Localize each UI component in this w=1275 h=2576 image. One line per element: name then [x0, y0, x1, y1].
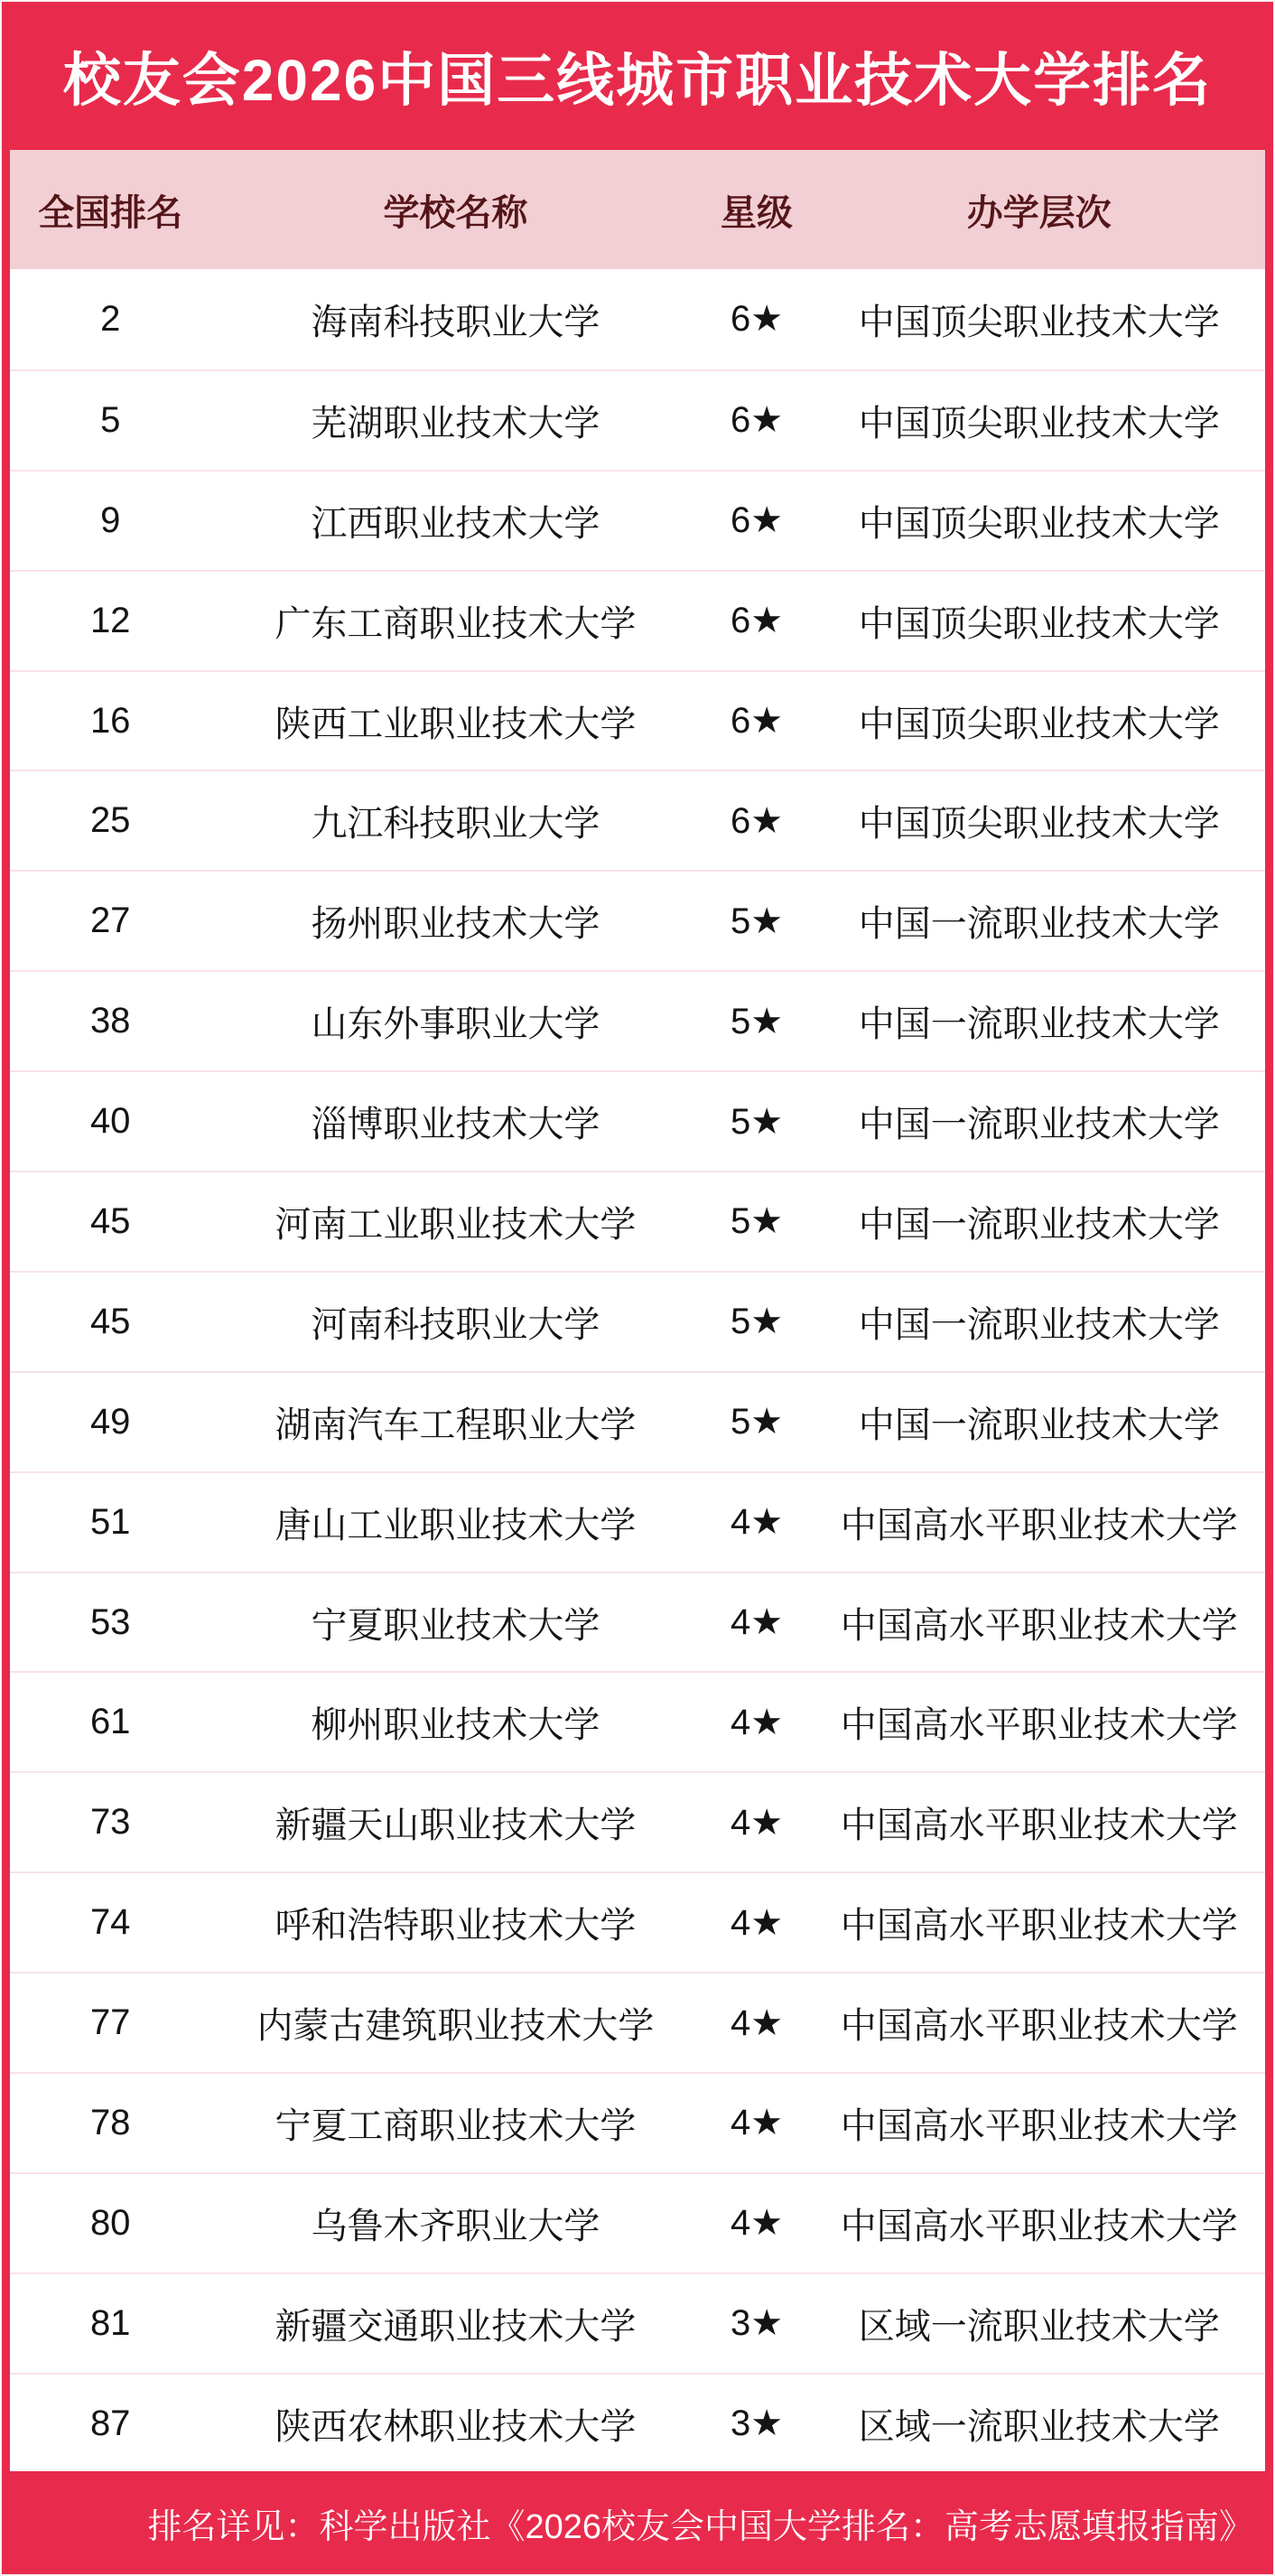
table-row	[10, 870, 1265, 970]
footer-note: 排名详见：科学出版社《2026校友会中国大学排名：高考志愿填报指南》	[147, 2507, 1253, 2546]
school-name: 江西职业技术大学	[311, 503, 600, 544]
rank-value: 27	[89, 901, 131, 941]
school-level: 中国一流职业技术大学	[858, 1304, 1220, 1345]
table-row	[10, 1671, 1265, 1771]
table-row	[10, 1771, 1265, 1871]
title-banner	[2, 2, 1273, 150]
rank-value: 9	[100, 499, 121, 540]
page-title: 校友会2026中国三线城市职业技术大学排名	[62, 48, 1213, 113]
footer-banner	[2, 2471, 1273, 2574]
school-name: 柳州职业技术大学	[311, 1705, 600, 1746]
table-row	[10, 470, 1265, 570]
rank-value: 53	[89, 1601, 131, 1642]
school-name: 唐山工业职业技术大学	[275, 1505, 637, 1545]
table-row	[10, 269, 1265, 369]
table-row	[10, 2072, 1265, 2172]
school-level: 中国高水平职业技术大学	[840, 2105, 1238, 2146]
school-level: 中国一流职业技术大学	[858, 1405, 1220, 1445]
school-name: 河南工业职业技术大学	[275, 1204, 637, 1245]
star-rating: 5★	[730, 1402, 784, 1442]
star-rating: 5★	[730, 1201, 784, 1242]
rank-value: 51	[89, 1501, 131, 1542]
school-level: 中国高水平职业技术大学	[840, 1705, 1238, 1746]
school-level: 中国顶尖职业技术大学	[858, 603, 1220, 644]
school-name: 宁夏职业技术大学	[311, 1605, 600, 1646]
star-rating: 4★	[730, 1802, 784, 1843]
star-rating: 6★	[730, 400, 784, 441]
table-row	[10, 1171, 1265, 1271]
table-body	[10, 269, 1265, 2473]
table-row	[10, 1572, 1265, 1672]
school-name: 宁夏工商职业技术大学	[275, 2105, 637, 2146]
table-header-row	[10, 150, 1265, 269]
school-name: 九江科技职业大学	[311, 804, 600, 845]
rank-value: 73	[89, 1802, 131, 1843]
school-name: 湖南汽车工程职业大学	[275, 1405, 637, 1445]
school-level: 中国一流职业技术大学	[858, 1105, 1220, 1145]
table-row	[10, 369, 1265, 470]
school-name: 陕西工业职业技术大学	[275, 704, 637, 744]
school-level: 中国顶尖职业技术大学	[858, 302, 1220, 342]
rank-value: 80	[89, 2202, 131, 2243]
school-level: 中国顶尖职业技术大学	[858, 704, 1220, 744]
star-rating: 6★	[730, 800, 784, 841]
school-level: 区域一流职业技术大学	[858, 2406, 1220, 2447]
star-rating: 3★	[730, 2303, 784, 2344]
school-name: 新疆天山职业技术大学	[275, 1806, 637, 1846]
school-level: 中国顶尖职业技术大学	[858, 403, 1220, 443]
column-header-rank: 全国排名	[38, 192, 183, 233]
star-rating: 4★	[730, 1702, 784, 1742]
school-level: 中国顶尖职业技术大学	[858, 804, 1220, 845]
school-name: 乌鲁木齐职业大学	[311, 2206, 600, 2246]
school-name: 河南科技职业大学	[311, 1304, 600, 1345]
star-rating: 5★	[730, 901, 784, 941]
table-row	[10, 1871, 1265, 1972]
star-rating: 4★	[730, 2002, 784, 2043]
rank-value: 40	[89, 1101, 131, 1142]
table-row	[10, 970, 1265, 1070]
table-row	[10, 2373, 1265, 2473]
school-level: 中国高水平职业技术大学	[840, 1505, 1238, 1545]
star-rating: 4★	[730, 1902, 784, 1943]
table-row	[10, 570, 1265, 670]
school-level: 中国顶尖职业技术大学	[858, 503, 1220, 544]
rank-value: 5	[100, 399, 121, 440]
star-rating: 5★	[730, 1302, 784, 1342]
column-header-school: 学校名称	[383, 192, 528, 233]
school-level: 中国高水平职业技术大学	[840, 2206, 1238, 2246]
school-level: 中国高水平职业技术大学	[840, 1605, 1238, 1646]
rank-value: 81	[89, 2302, 131, 2343]
school-level: 中国高水平职业技术大学	[840, 1906, 1238, 1946]
star-rating: 6★	[730, 701, 784, 741]
table-row	[10, 1271, 1265, 1371]
star-rating: 4★	[730, 2103, 784, 2143]
school-level: 中国高水平职业技术大学	[840, 1806, 1238, 1846]
table-row	[10, 770, 1265, 870]
rank-value: 45	[89, 1200, 131, 1241]
school-name: 广东工商职业技术大学	[275, 603, 637, 644]
school-name: 内蒙古建筑职业技术大学	[256, 2006, 655, 2047]
column-header-level: 办学层次	[966, 192, 1112, 233]
table-row	[10, 1371, 1265, 1471]
school-name: 扬州职业技术大学	[311, 904, 600, 945]
table-row	[10, 1972, 1265, 2072]
table-row	[10, 2273, 1265, 2373]
table-row	[10, 1070, 1265, 1171]
rank-value: 45	[89, 1301, 131, 1341]
rank-value: 38	[89, 1001, 131, 1041]
school-level: 区域一流职业技术大学	[858, 2306, 1220, 2347]
table-row	[10, 670, 1265, 770]
rank-value: 77	[89, 2002, 131, 2043]
rank-value: 87	[89, 2403, 131, 2443]
column-header-stars: 星级	[721, 192, 794, 233]
ranking-table	[10, 150, 1265, 2473]
school-name: 海南科技职业大学	[311, 302, 600, 342]
school-level: 中国高水平职业技术大学	[840, 2006, 1238, 2047]
school-level: 中国一流职业技术大学	[858, 1204, 1220, 1245]
rank-value: 61	[89, 1702, 131, 1742]
school-level: 中国一流职业技术大学	[858, 904, 1220, 945]
table-row	[10, 2172, 1265, 2273]
rank-value: 25	[89, 800, 131, 841]
star-rating: 3★	[730, 2403, 784, 2444]
school-name: 山东外事职业大学	[311, 1004, 600, 1045]
star-rating: 5★	[730, 1001, 784, 1041]
school-name: 呼和浩特职业技术大学	[275, 1906, 637, 1946]
star-rating: 4★	[730, 2203, 784, 2244]
school-name: 淄博职业技术大学	[311, 1105, 600, 1145]
star-rating: 6★	[730, 299, 784, 340]
school-level: 中国一流职业技术大学	[858, 1004, 1220, 1045]
school-name: 芜湖职业技术大学	[311, 403, 600, 443]
star-rating: 5★	[730, 1101, 784, 1142]
rank-value: 74	[89, 1902, 131, 1943]
star-rating: 6★	[730, 601, 784, 641]
rank-value: 78	[89, 2102, 131, 2142]
school-name: 新疆交通职业技术大学	[275, 2306, 637, 2347]
rank-value: 16	[89, 700, 131, 741]
rank-value: 2	[100, 298, 121, 339]
table-row	[10, 1471, 1265, 1572]
rank-value: 49	[89, 1401, 131, 1442]
star-rating: 6★	[730, 500, 784, 541]
star-rating: 4★	[730, 1602, 784, 1643]
rank-value: 12	[89, 600, 131, 640]
school-name: 陕西农林职业技术大学	[275, 2406, 637, 2447]
star-rating: 4★	[730, 1502, 784, 1543]
